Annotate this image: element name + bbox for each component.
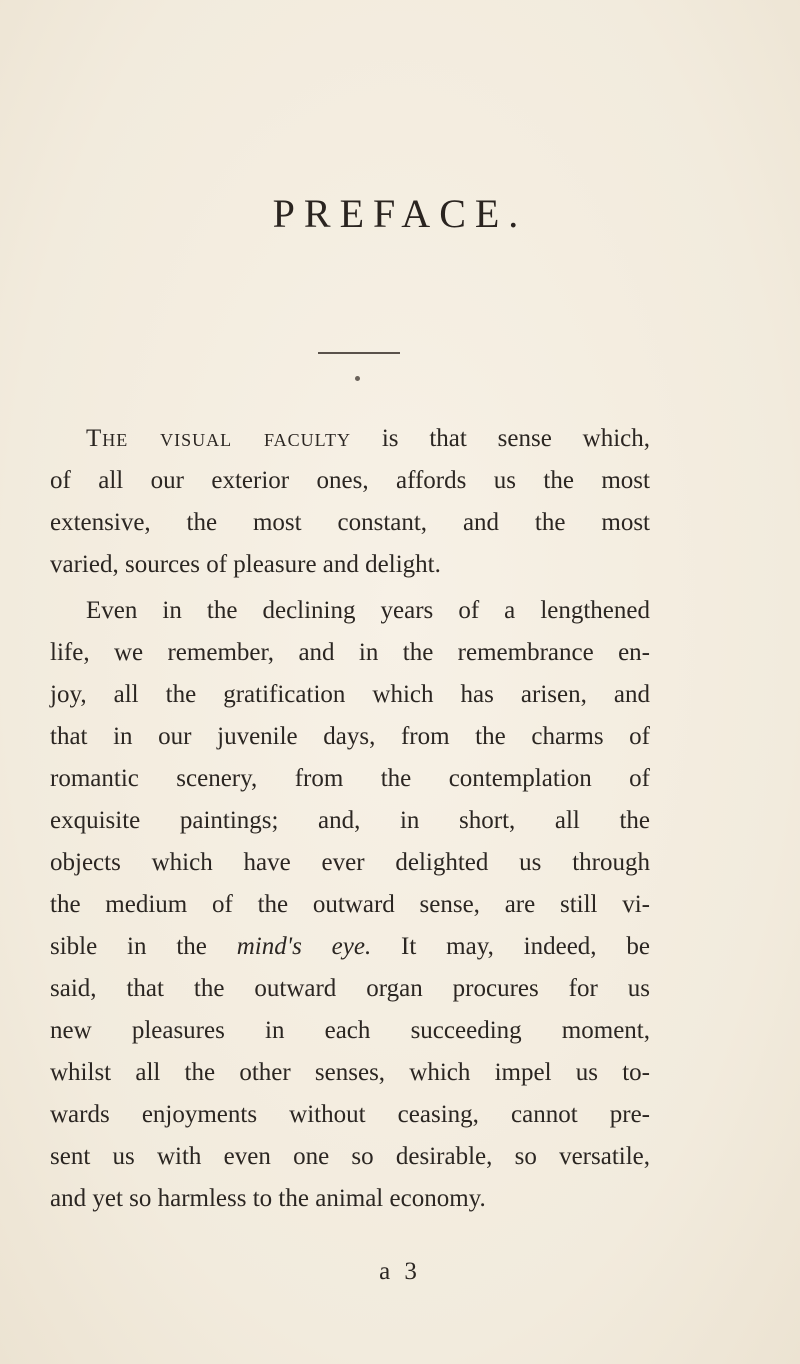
paragraph-2-line-4: that in our juvenile days, from the charms of [50, 723, 650, 750]
paragraph-2-line-5: romantic scenery, from the contemplation of [50, 765, 650, 792]
paragraph-2-line-12: whilst all the other senses, which impel us to- [50, 1059, 650, 1086]
paragraph-1 [50, 418, 650, 586]
paragraph-2-line-9 [50, 926, 650, 968]
paragraph-2-line-10: said, that the outward organ procures for us [50, 975, 650, 1002]
line-9-end: It may, indeed, be [401, 933, 650, 960]
paragraph-1-line-2: of all our exterior ones, affords us the most [50, 467, 650, 494]
paragraph-2-line-14: sent us with even one so desirable, so versatile, [50, 1143, 650, 1170]
paragraph-2-line-7: objects which have ever delighted us through [50, 849, 650, 876]
paragraph-2-line-2: life, we remember, and in the remembrance en- [50, 639, 650, 666]
paragraph-1-line-3: extensive, the most constant, and the most [50, 509, 650, 536]
paragraph-2-line-8: the medium of the outward sense, are still vi- [50, 891, 650, 918]
opening-small-caps: The visual faculty [86, 425, 351, 452]
signature-mark: a 3 [379, 1258, 421, 1285]
paragraph-2-line-11: new pleasures in each succeeding moment, [50, 1017, 650, 1044]
paragraph-1-line-4: varied, sources of pleasure and delight. [50, 551, 441, 578]
line-9-start: sible in the [50, 933, 207, 960]
title-rule [318, 352, 400, 354]
paragraph-1-line-1 [50, 418, 650, 460]
paragraph-2-line-13: wards enjoyments without ceasing, cannot pre- [50, 1101, 650, 1128]
ink-speck [355, 376, 360, 381]
paragraph-2-line-15: and yet so harmless to the animal economy. [50, 1185, 486, 1212]
page-title: PREFACE. [272, 191, 528, 236]
paragraph-2-line-1: Even in the declining years of a lengthened [86, 597, 650, 624]
paragraph-2 [50, 590, 650, 1220]
paragraph-2-line-3: joy, all the gratification which has arisen, and [50, 681, 650, 708]
italic-phrase: mind's eye. [236, 933, 372, 960]
paragraph-1-line-1-rest: is that sense which, [381, 425, 650, 452]
paragraph-2-line-6: exquisite paintings; and, in short, all the [50, 807, 650, 834]
